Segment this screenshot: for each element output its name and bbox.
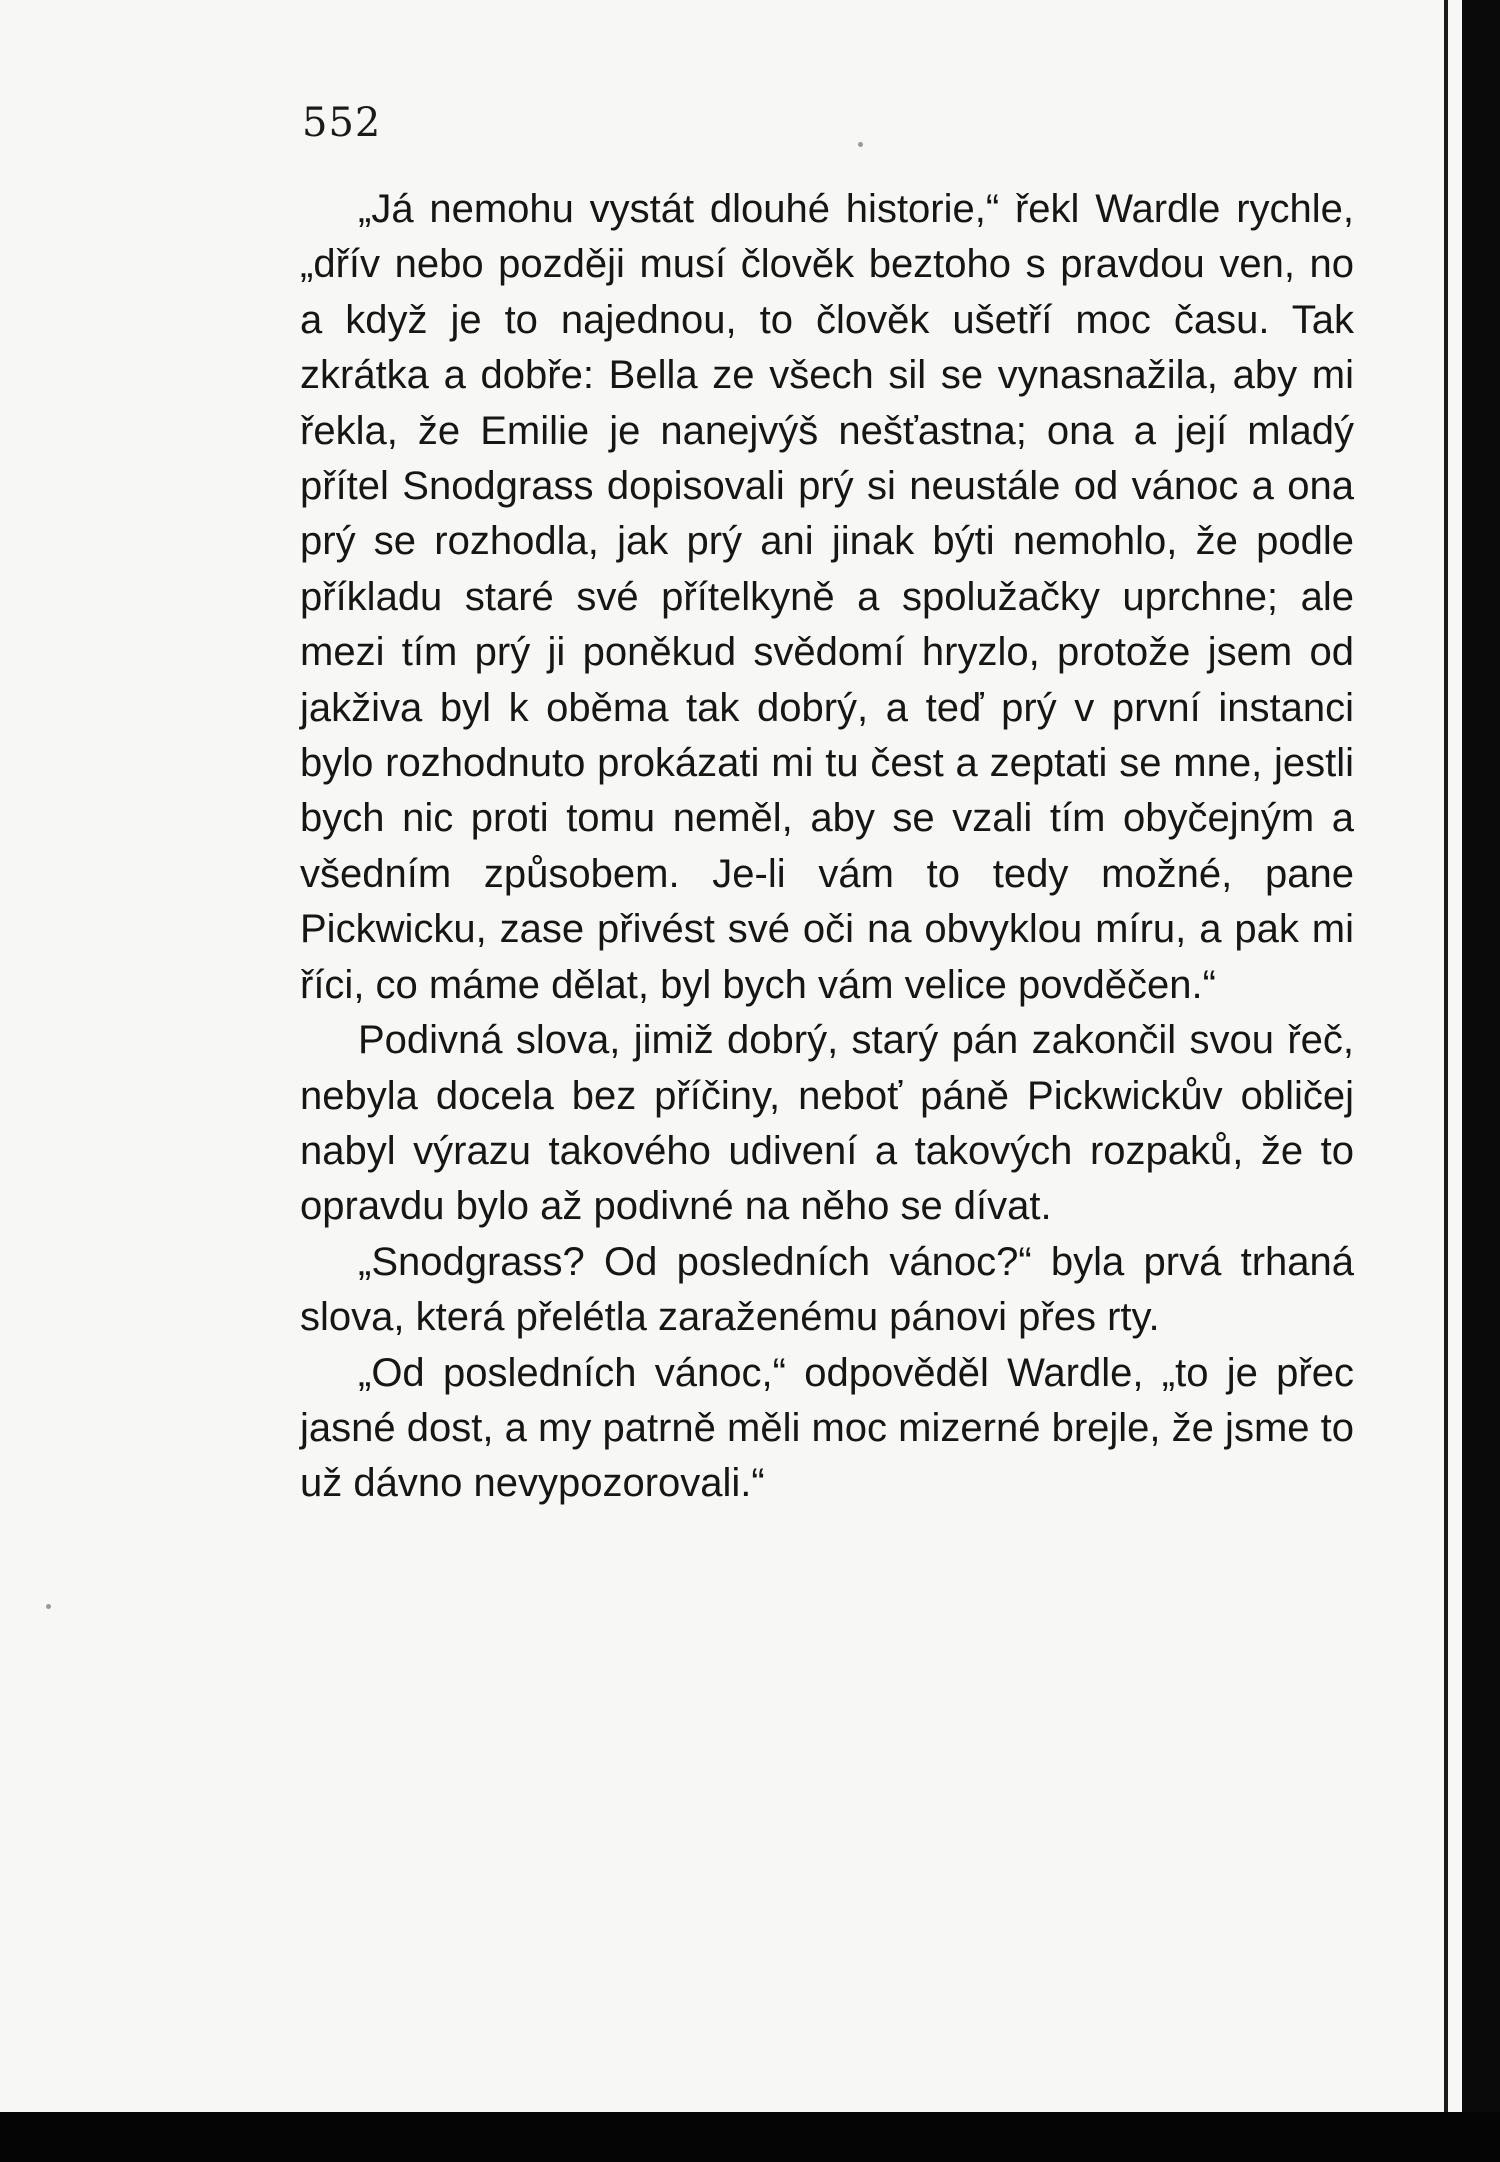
paragraph-4: „Od posledních vánoc,“ odpověděl Wardle, „to je přec jasné dost, a my patrně měli moc mizerné brejle, že jsme to už dávno nevypozorovali.“ <box>300 1350 1354 1506</box>
body-text <box>300 182 1354 1512</box>
paper-speck <box>858 142 863 147</box>
paper-speck <box>46 1604 51 1609</box>
scan-border-bottom <box>0 2112 1500 2162</box>
page-number: 552 <box>302 100 382 146</box>
paragraph-2: Podivná slova, jimiž dobrý, starý pán zakončil svou řeč, nebyla docela bez příčiny, neboť páně Pickwickův obličej nabyl výrazu takového udivení a takových rozpaků, že to opravdu bylo až podivné na něho se dívat. <box>300 1018 1354 1229</box>
page-edge-line <box>1444 0 1448 2112</box>
paragraph-1: „Já nemohu vystát dlouhé historie,“ řekl Wardle rychle, „dřív nebo později musí člověk beztoho s pravdou ven, no a když je to najednou, to člověk ušetří moc času. Tak zkrátka a dobře: Bella ze všech sil se vynasnažila, aby mi řekla, že Emilie je nanejvýš nešťastna; ona a její mladý přítel Snodgrass dopisovali prý si neustále od vánoc a ona prý se rozhodla, jak prý ani jinak býti nemohlo, že podle příkladu staré své přítelkyně a spolužačky uprchne; ale mezi tím prý ji poněkud svědomí hryzlo, protože jsem od jakživa byl k oběma tak dobrý, a teď prý v první instanci bylo rozhodnuto prokázati mi tu čest a zeptati se mne, jestli bych nic proti tomu neměl, aby se vzali tím obyčejným a všedním způsobem. Je-li vám to tedy možné, pane Pickwicku, zase přivést své oči na obvyklou míru, a pak mi říci, co máme dělat, byl bych vám velice povděčen.“ <box>300 187 1354 1007</box>
paragraph-3: „Snodgrass? Od posledních vánoc?“ byla prvá trhaná slova, která přelétla zaraženému pánovi přes rty. <box>300 1239 1354 1340</box>
scan-border-right <box>1462 0 1500 2162</box>
